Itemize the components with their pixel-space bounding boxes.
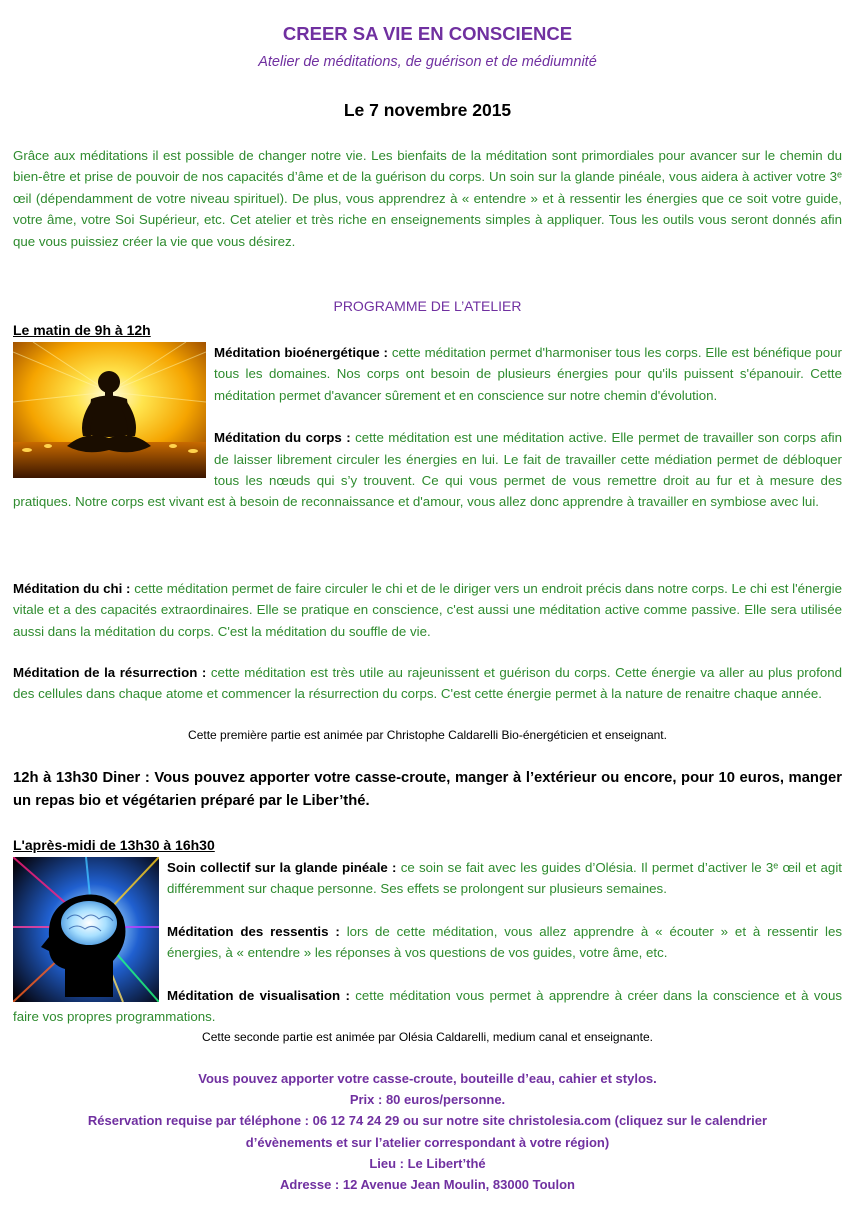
event-date: Le 7 novembre 2015 — [343, 100, 512, 120]
treatment-description: ce soin se fait avec les guides d’Olésia. Il permet d’activer le 3ᵉ œil et agit différemment sur chaque personne. Ses effets se prolongent sur plusieurs semaines. — [167, 860, 842, 897]
practical-info — [13, 1068, 842, 1195]
meditation-description: cette méditation est très utile au rajeunissent et guérison du corps. Cette énergie va aller au plus profond des cellules dans chaque atome et commencer la résurrection du corps. C'est cette énergie permet à la nature de renaitre chaque année. — [13, 665, 843, 702]
morning-heading: Le matin de 9h à 12h — [13, 322, 151, 338]
meditation-title: Méditation du corps — [214, 430, 342, 446]
afternoon-section: Soin collectif sur la glande pinéale : ce soin se fait avec les guides d’Olésia. Il permet d’activer le 3ᵉ œil et agit différemment sur chaque personne. Ses effets se prolongent sur plusieurs semaines. Méditation des ressentis : lors de cette méditation, vous allez apprendre à « écouter » et à ressentir les énergies, à « entendre » les réponses à vos questions de vos guides, votre âme, etc. Méditation de visualisation : cette méditation vous permet à apprendre à créer dans la conscience et à vous faire vos propres programmations. — [13, 857, 842, 1027]
morning-section: Méditation bioénergétique : cette méditation permet d'harmoniser tous les corps. Elle est bénéfique pour tous les domaines. Nos corps ont besoin de plusieurs énergies pour qu'ils puissent s'épanouir. Cette méditation permet d'avancer sûrement et en conscience sur notre chemin d'évolution. Méditation du corps : cette méditation est une méditation active. Elle permet de travailler son corps afin de laisser librement circuler les énergies en lui. Le fait de travailler cette médiation permet de débloquer tous les nœuds qui s’y trouvent. Ce qui vous permet de vous remettre droit au fur et à mesure des pratiques. Notre corps est vivant est à besoin de reconnaissance et d'amour, vous allez donc apprendre à travailler en symbiose avec lui. — [13, 342, 842, 513]
meditation-title: Méditation de la résurrection — [13, 665, 198, 680]
meditation-description: cette méditation permet de faire circuler le chi et de le diriger vers un endroit précis dans notre corps. Le chi est l'énergie vitale et a des capacités extraordinaires. Elle se pratique en conscience, c'est aussi une méditation active comme passive. Elle sera utilisée aussi dans la méditation du corps. C'est la méditation du souffle de vie. — [13, 581, 842, 639]
address: Adresse : 12 Avenue Jean Moulin, 83000 Toulon — [280, 1177, 575, 1193]
meditation-description: cette méditation est une méditation active. Elle permet de travailler son corps afin de laisser librement circuler les énergies en lui. Le fait de travailler cette médiation permet de débloquer tous les nœuds qui s’y trouvent. Ce qui vous permet de vous remettre droit au fur et à mesure des pratiques. Notre corps est vivant est à besoin de reconnaissance et d'amour, vous allez donc apprendre à travailler en symbiose avec lui. — [13, 430, 842, 510]
reservation-line-1: Réservation requise par téléphone : 06 12 74 24 29 ou sur notre site christolesia.com (cliquez sur le calendrier — [87, 1113, 768, 1129]
bring-note: Vous pouvez apporter votre casse-croute, bouteille d’eau, cahier et stylos. — [198, 1071, 657, 1086]
brain-head-image — [13, 857, 159, 1002]
meditation-description: cette méditation permet d'harmoniser tous les corps. Elle est bénéfique pour tous les domaines. Nos corps ont besoin de plusieurs énergies pour qu'ils puissent s'épanouir. Cette méditation permet d'avancer sûrement et en conscience sur notre chemin d'évolution. — [214, 345, 842, 403]
meditation-silhouette-image — [13, 342, 206, 478]
page-subtitle: Atelier de méditations, de guérison et de médiumnité — [258, 54, 597, 70]
brain-head-graphic — [13, 857, 159, 1002]
program-heading: PROGRAMME DE L’ATELIER — [333, 298, 522, 314]
treatment-title: Soin collectif sur la glande pinéale — [167, 860, 388, 875]
meditation-resurrection-paragraph: Méditation de la résurrection : cette méditation est très utile au rajeunissent et guérison du corps. Cette énergie va aller au plus profond des cellules dans chaque atome et commencer la résurrection du corps. C'est cette énergie permet à la nature de renaitre chaque année. — [13, 665, 843, 702]
meditation-silhouette-graphic — [13, 342, 206, 478]
afternoon-credit: Cette seconde partie est animée par Olésia Caldarelli, medium canal et enseignante. — [202, 1030, 653, 1044]
afternoon-heading: L'après-midi de 13h30 à 16h30 — [13, 837, 215, 853]
meditation-description: cette méditation vous permet à apprendre à créer dans la conscience et à vous faire vos propres programmations. — [13, 987, 842, 1025]
morning-credit: Cette première partie est animée par Christophe Caldarelli Bio-énergéticien et enseignant. — [188, 728, 667, 742]
page-title: CREER SA VIE EN CONSCIENCE — [282, 23, 573, 44]
lunch-paragraph: 12h à 13h30 Diner : Vous pouvez apporter votre casse-croute, manger à l’extérieur ou encore, pour 10 euros, manger un repas bio et végétarien préparé par le Liber’thé. — [13, 770, 842, 809]
meditation-description: lors de cette méditation, vous allez apprendre à « écouter » et à ressentir les énergies, à « entendre » les réponses à vos questions de vos guides, votre âme, etc. — [167, 923, 842, 961]
meditation-chi-paragraph: Méditation du chi : cette méditation permet de faire circuler le chi et de le diriger vers un endroit précis dans notre corps. Le chi est l'énergie vitale et a des capacités extraordinaires. Elle se pratique en conscience, c'est aussi une méditation active comme passive. Elle sera utilisée aussi dans la méditation du corps. C'est la méditation du souffle de vie. — [13, 581, 842, 639]
meditation-title: Méditation du chi — [13, 581, 123, 596]
meditation-title: Méditation des ressentis — [167, 923, 329, 939]
reservation-line-2: d’évènements et sur l’atelier correspondant à votre région) — [245, 1134, 610, 1150]
meditation-title: Méditation de visualisation — [167, 987, 341, 1003]
meditation-title: Méditation bioénergétique — [214, 345, 380, 360]
venue: Lieu : Le Libert’thé — [369, 1155, 486, 1171]
price: Prix : 80 euros/personne. — [349, 1092, 506, 1108]
intro-paragraph: Grâce aux méditations il est possible de changer notre vie. Les bienfaits de la méditation sont primordiales pour avancer sur le chemin du bien-être et prise de pouvoir de nos capacités d’âme et de la guérison du corps. Un soin sur la glande pinéale, vous aidera à activer votre 3ᵉ œil (dépendamment de votre niveau spirituel). De plus, vous apprendrez à « entendre » et à ressentir les énergies que ce soit votre guide, votre âme, votre Soi Supérieur, etc. Cet atelier et très riche en enseignements simples à appliquer. Tous les outils vous seront donnés afin que vous puissiez créer la vie que vous désirez. — [13, 148, 842, 249]
